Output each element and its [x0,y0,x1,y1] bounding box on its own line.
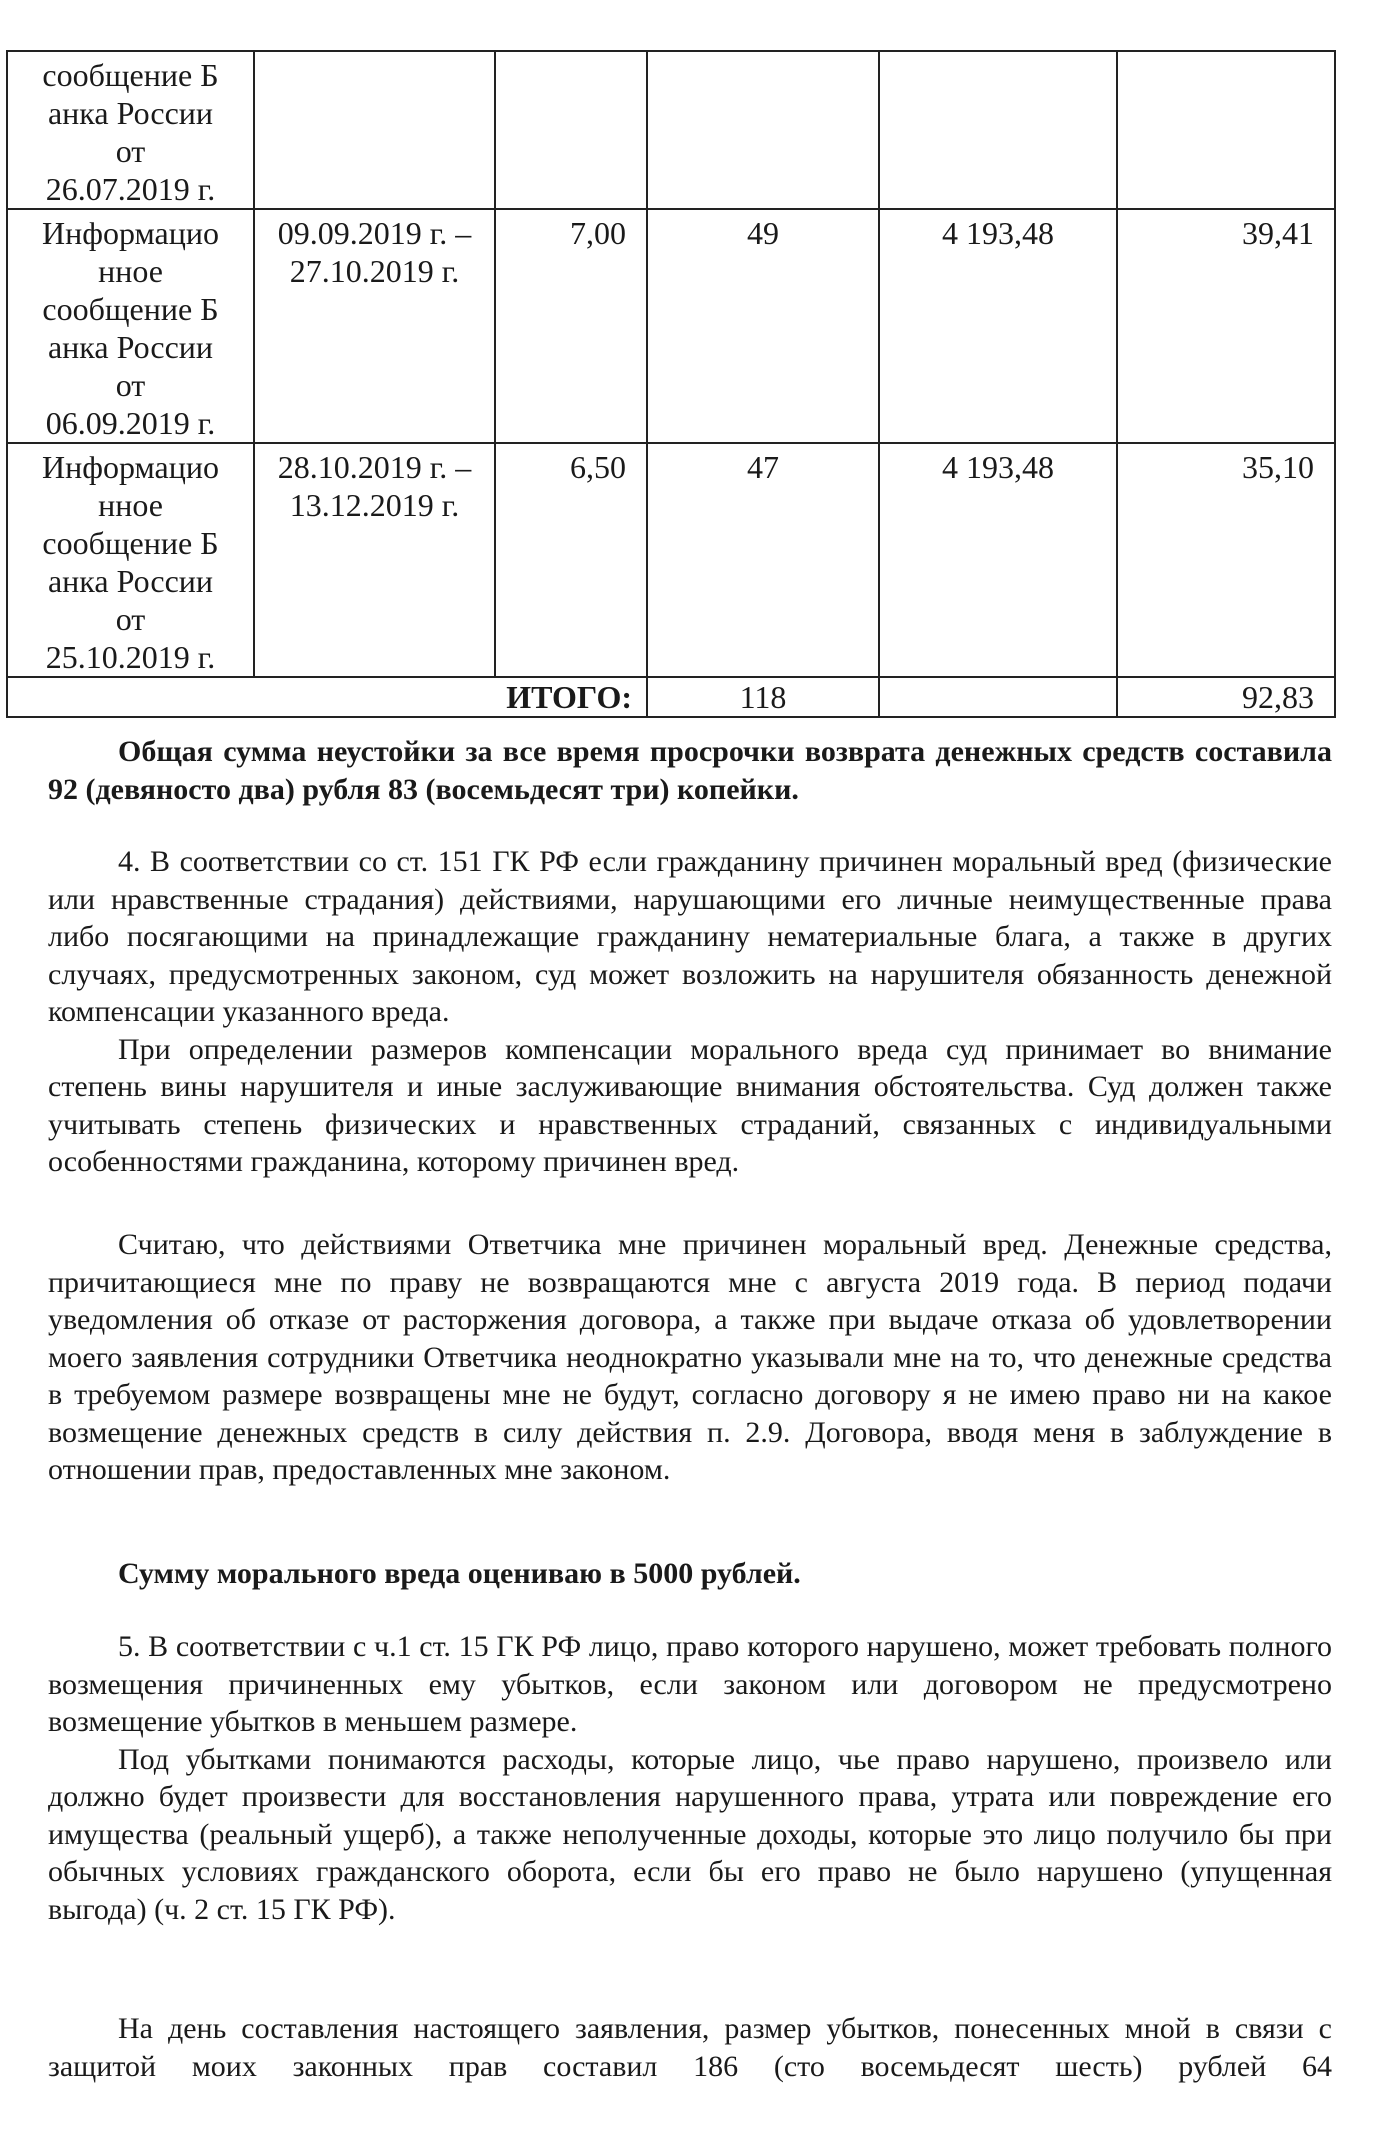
source-cell [7,51,254,209]
paragraph: При определении размеров компенсации морального вреда суд принимает во внимание степень вины нарушителя и иные заслуживающие внимания обстоятельства. Суд должен также учитывать степень физических и нравственных страданий, связанных с индивидуальными особенностями гражданина, которому причинен вред. [48,1032,1332,1178]
source-cell [7,443,254,677]
total-row [7,677,1335,717]
source-line: сообщение Б [42,57,219,93]
paragraph: 5. В соответствии с ч.1 ст. 15 ГК РФ лицо, право которого нарушено, может требовать полного возмещения причиненных ему убытков, если законом или договором не предусмотрено возмещение убытков в меньшем размере. [48,1630,1332,1738]
source-line: Информацио [42,449,219,485]
penalty-cell: 35,10 [1117,443,1335,677]
period-line: 09.09.2019 г. – [277,215,472,251]
amount-cell: 4 193,48 [879,443,1117,677]
source-line: анка России [47,95,214,131]
source-line: анка России [47,563,214,599]
total-empty-cell [879,677,1117,717]
amount-cell: 4 193,48 [879,209,1117,443]
source-line: анка России [47,329,214,365]
total-sum-paragraph: Общая сумма неустойки за все время просрочки возврата денежных средств составила 92 (девяносто два) рубля 83 (восемьдесят три) копейки. [48,735,1332,806]
penalty-cell [1117,51,1335,209]
rate-cell: 7,00 [495,209,647,443]
paragraph: 4. В соответствии со ст. 151 ГК РФ если гражданину причинен моральный вред (физические или нравственные страдания) действиями, нарушающими его личные неимущественные права либо посягающими на принадлежащие гражданину нематериальные блага, а также в других случаях, предусмотренных законом, суд может возложить на нарушителя обязанность денежной компенсации указанного вреда. [48,845,1332,1028]
table-row [7,209,1335,443]
source-line: от [115,133,146,169]
total-label: ИТОГО: [7,677,647,717]
paragraph-losses: На день составления настоящего заявления, размер убытков, понесенных мной в связи с защитой моих законных прав составил 186 (сто восемьдесят шесть) рублей 64 [48,2012,1332,2083]
period-cell [254,443,495,677]
period-cell [254,51,495,209]
period-line: 13.12.2019 г. [289,487,460,523]
days-cell: 49 [647,209,879,443]
rate-cell: 6,50 [495,443,647,677]
source-line: сообщение Б [42,525,219,561]
source-line: Информацио [42,215,219,251]
section-5 [48,1628,1332,1928]
source-line: от [115,601,146,637]
source-line: 26.07.2019 г. [45,171,216,207]
total-days: 118 [647,677,879,717]
amount-cell [879,51,1117,209]
period-cell [254,209,495,443]
source-cell [7,209,254,443]
penalty-cell: 39,41 [1117,209,1335,443]
paragraph-consider: Считаю, что действиями Ответчика мне причинен моральный вред. Денежные средства, причитающиеся мне по праву не возвращаются мне с августа 2019 года. В период подачи уведомления об отказе от расторжения договора, а также при выдаче отказа об удовлетворении моего заявления сотрудники Ответчика неоднократно указывали мне на то, что денежные средства в требуемом размере возвращены мне не будут, согласно договору я не имею право ни на какое возмещение денежных средств в силу действия п. 2.9. Договора, вводя меня в заблуждение в отношении прав, предоставленных мне законом. [48,1228,1332,1486]
paragraph: Под убытками понимаются расходы, которые лицо, чье право нарушено, произвело или должно будет произвести для восстановления нарушенного права, утрата или повреждение его имущества (реальный ущерб), а также неполученные доходы, которые это лицо получило бы при обычных условиях гражданского оборота, если бы его право не было нарушено (упущенная выгода) (ч. 2 ст. 15 ГК РФ). [48,1742,1332,1926]
period-line: 28.10.2019 г. – [277,449,472,485]
table-row [7,51,1335,209]
source-line: нное [98,253,163,289]
source-line: нное [98,487,163,523]
days-cell: 47 [647,443,879,677]
source-line: 06.09.2019 г. [45,405,216,441]
source-line: 25.10.2019 г. [45,639,216,675]
moral-damage-sum: Сумму морального вреда оцениваю в 5000 рублей. [118,1557,801,1590]
penalty-table [6,50,1336,718]
source-line: от [115,367,146,403]
section-4 [48,843,1332,1181]
rate-cell [495,51,647,209]
table-row [7,443,1335,677]
period-line: 27.10.2019 г. [289,253,460,289]
total-penalty: 92,83 [1117,677,1335,717]
days-cell [647,51,879,209]
source-line: сообщение Б [42,291,219,327]
